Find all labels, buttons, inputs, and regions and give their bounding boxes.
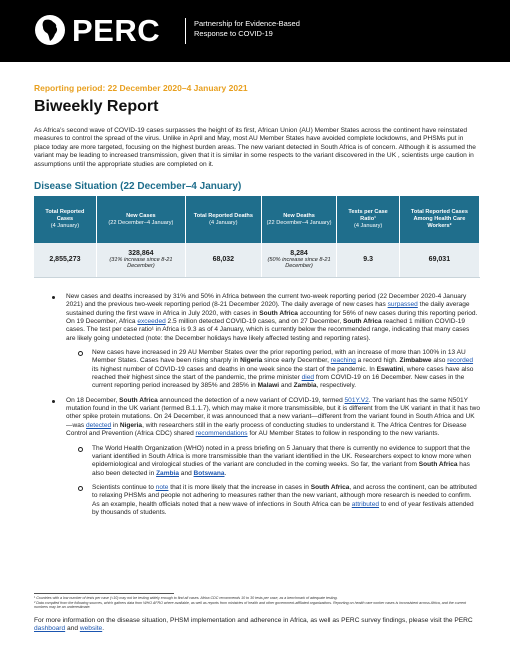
header-hcw-cases: Total Reported Cases Among Health Care Workers² (399, 196, 479, 243)
logo-text: PERC (72, 13, 161, 48)
sub-bullet-who: The World Health Organization (WHO) noted in a press briefing on 5 January that there is currently no evidence to support that the variant identified in South Africa is more transmissible than the variant identified in the UK. Researchers expect to know more when epidemiological and virological studies of the variant are concluded in the coming weeks. So far, the variant from South Africa has also been detected in Zambia and Botswana. (78, 445, 480, 478)
cell-total-cases: 2,855,273 (34, 243, 96, 277)
footnote-divider (34, 593, 174, 594)
header-new-cases: New Cases (22 December–4 January) (96, 196, 185, 243)
cell-new-cases: 328,864 (31% increase since 8-21 December) (96, 243, 185, 277)
link-died[interactable]: died (301, 374, 314, 382)
link-recommendations[interactable]: recommendations (195, 430, 248, 438)
link-recorded[interactable]: recorded (447, 357, 474, 365)
bullet-cases-deaths: New cases and deaths increased by 31% and 50% in Africa between the current two-week reporting period (22 December 2020-4 January 2021) and the previous two-week reporting period (8-21 December 2020). The daily average of new cases has surpassed the daily average sustained during the first wave in Africa in July 2020, with cases in South Africa accounting for 56% of new cases during this reporting period. On 19 December, Africa exceeded 2.5 million detected COVID-19 cases, and on 27 December, South Africa reached 1 million COVID-19 cases. The test per case ratio¹ in Africa is 9.3 as of 4 January, which is currently below the recommended range, indicating that many cases are likely going undetected (note: the December holidays have likely affected testing and reporting rates). (52, 293, 480, 343)
link-exceeded[interactable]: exceeded (137, 318, 166, 326)
cell-new-deaths: 8,284 (50% increase since 8-21 December) (261, 243, 337, 277)
footnote-1: ¹ Countries with a low number of tests per case (<10) may not be testing widely enough to find all cases. Africa CDC recommends 10 to 30 tests per case, as a benchmark of adequate testing. (34, 596, 338, 600)
header-total-cases: Total Reported Cases (4 January) (34, 196, 96, 243)
intro-paragraph: As Africa’s second wave of COVID-19 cases surpasses the height of its first, African Union (AU) Member States across the continent have reinstated measures to control the spread of the virus. Unlike in April and May, most AU Member States have avoided complete lockdowns, and PHSMs put in place today are more targeted, focusing on the highest burden areas. The new variant detected in South Africa is of concern. Although it is assumed the variant may be leading to increased transmission, given that it is similar in some respects to the variant discovered in the UK , scientists urge caution in assumptions until the appropriate studies are completed on it. (34, 127, 476, 168)
table-row (34, 243, 480, 277)
link-detected[interactable]: detected (86, 421, 112, 429)
reporting-period: Reporting period: 22 December 2020–4 January 2021 (34, 83, 248, 93)
sub-bullet-scientists: Scientists continue to note that it is more likely that the increase in cases in South Africa, and across the continent, can be attributed to relaxing PHSMs and people not adhering to measures rather than the new variant, although more research is needed to confirm. As an example, health officials noted that a new wave of infections in South Africa can be attributed to end of year festivals attended by thousands of students. (78, 484, 480, 517)
logo-divider (185, 18, 186, 44)
tagline-line-1: Partnership for Evidence-Based (194, 19, 300, 28)
globe-africa-icon (34, 14, 66, 46)
header-banner (0, 0, 510, 62)
link-501y-v2[interactable]: 501Y.V2 (344, 396, 369, 404)
table-header-row (34, 196, 480, 243)
link-website[interactable]: website (79, 625, 103, 633)
cell-hcw-cases: 69,031 (399, 243, 479, 277)
header-new-deaths: New Deaths (22 December–4 January) (261, 196, 337, 243)
footnotes (34, 596, 480, 610)
section-title: Disease Situation (22 December–4 January) (34, 181, 242, 192)
header-tests-per-case: Tests per Case Ratio¹ (4 January) (337, 196, 399, 243)
bullet-new-variant: On 18 December, South Africa announced the detection of a new variant of COVID-19, termed 501Y.V2. The variant has the same N501Y mutation found in the UK variant (termed B.1.1.7), which may make it more transmissible, but it is different from the UK variant in that it has two other spike protein mutations. On 24 December, it was announced that a new variant—different from the variant found in South Africa and UK —was detected in Nigeria, with researchers still in the early process of conducting studies to understand it. The Africa Centres for Disease Control and Prevention (Africa CDC) shared recommendations for AU Member States to follow in responding to the new variants. (52, 397, 480, 439)
link-attributed[interactable]: attributed (351, 500, 380, 508)
link-note[interactable]: note (155, 483, 169, 491)
closing-paragraph: For more information on the disease situation, PHSM implementation and adherence in Africa, as well as PERC survey findings, please visit the PERC dashboard and website. (34, 617, 473, 633)
tagline (194, 19, 334, 39)
link-dashboard[interactable]: dashboard (34, 625, 66, 633)
footnote-2: ² Data compiled from the following sources, which gathers data from WHO AFRO where available, as well as reports from ministries of health and other government-affiliated organizations. Reporting on health care worker cases is inconsistent across Africa, and the current numbers may be an underestimate. (34, 600, 466, 610)
page-title: Biweekly Report (34, 98, 159, 115)
bullet-list (52, 293, 480, 523)
tagline-line-2: Response to COVID-19 (194, 29, 273, 38)
header-total-deaths: Total Reported Deaths (4 January) (185, 196, 261, 243)
cell-tests-per-case: 9.3 (337, 243, 399, 277)
sub-bullet-member-states: New cases have increased in 29 AU Member States over the prior reporting period, with an increase of more than 100% in 13 AU Member States. Cases have been rising sharply in Nigeria since early December, reaching a record high. Zimbabwe also recorded its highest number of COVID-19 cases and deaths in one week since the start of the pandemic. In Eswatini, where cases have also reached their highest since the start of the pandemic, the prime minister died from COVID-19 on 16 December. New cases in the current reporting period increased by 385% and 285% in Malawi and Zambia, respectively. (78, 349, 480, 391)
link-botswana[interactable]: Botswana (193, 469, 225, 477)
link-surpassed[interactable]: surpassed (387, 301, 418, 309)
link-reaching[interactable]: reaching (330, 357, 356, 365)
cell-total-deaths: 68,032 (185, 243, 261, 277)
link-zambia[interactable]: Zambia (156, 469, 179, 477)
disease-situation-table (34, 196, 480, 278)
